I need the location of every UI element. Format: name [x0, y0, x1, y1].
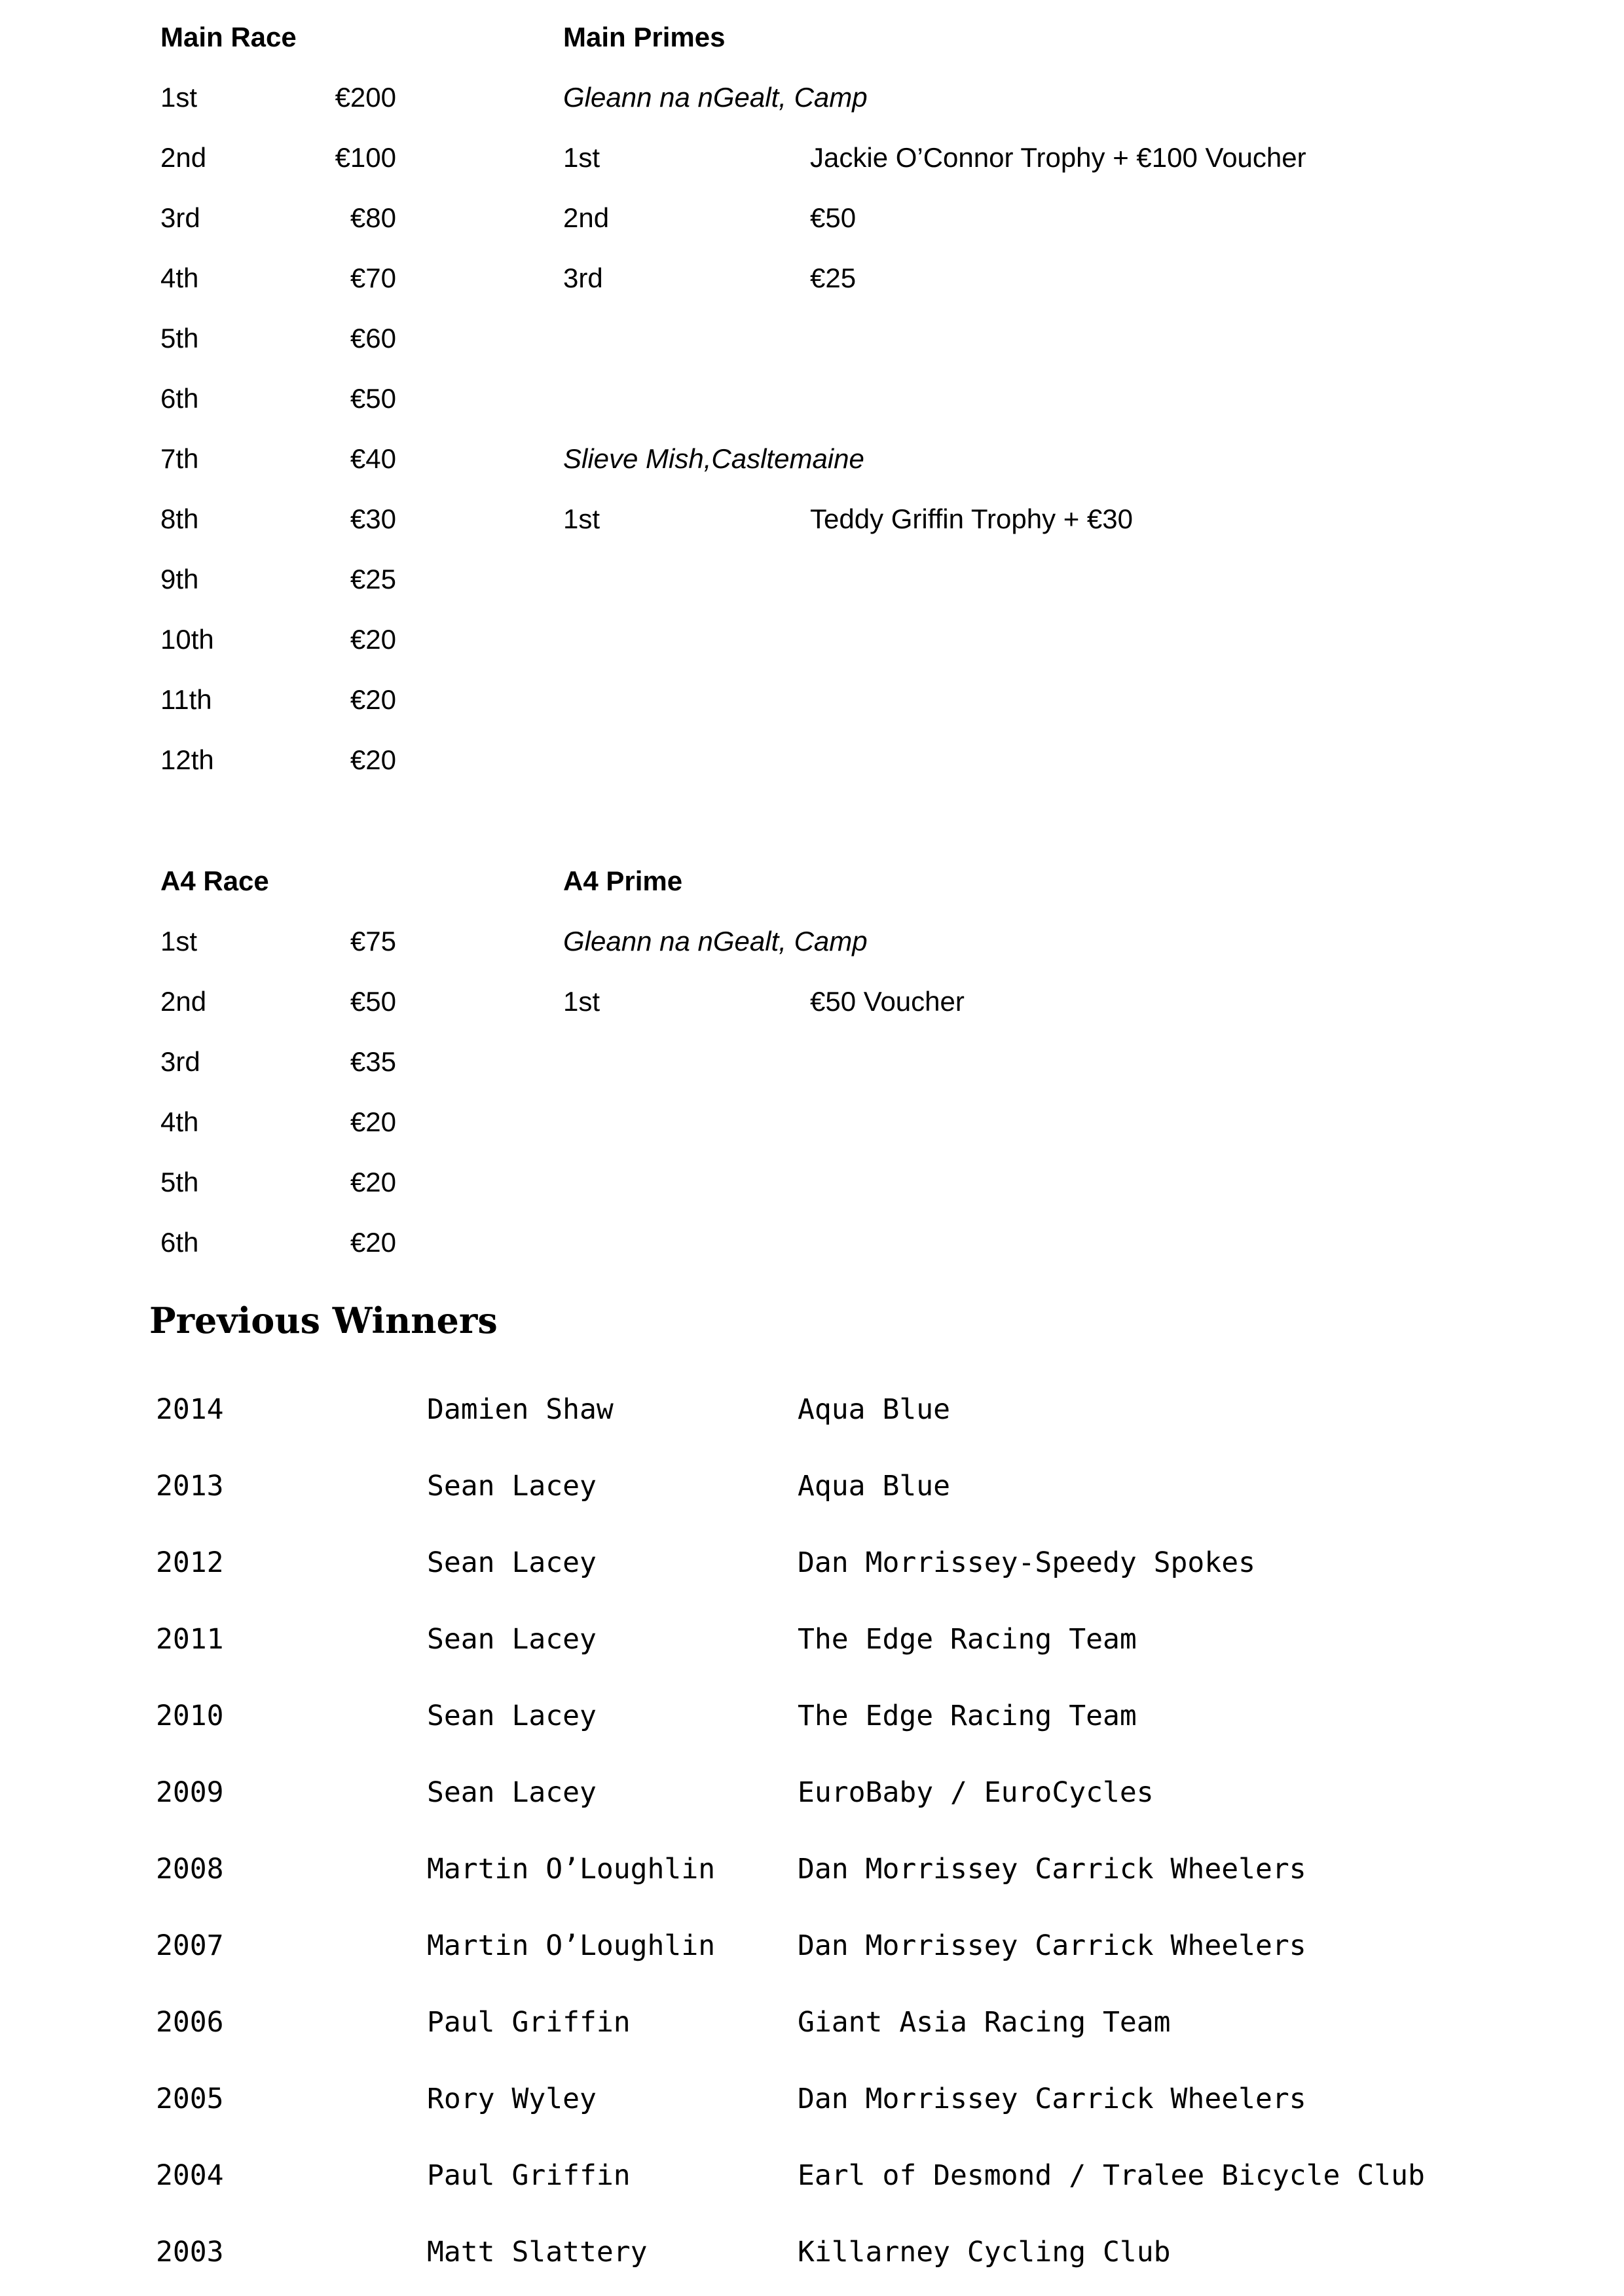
- prime-place: 2nd: [563, 202, 610, 233]
- main-race-amount: €50: [350, 383, 396, 414]
- a4-race-place: 5th: [160, 1167, 199, 1197]
- a4-race-amount: €75: [350, 926, 396, 957]
- main-race-amount: €40: [350, 443, 396, 474]
- a4-race-heading: A4 Race: [160, 866, 269, 896]
- a4-race-place: 2nd: [160, 986, 207, 1017]
- a4-race-place: 4th: [160, 1106, 199, 1137]
- main-race-place: 4th: [160, 263, 199, 293]
- a4-race-place: 1st: [160, 926, 198, 957]
- a4-race-amount: €35: [350, 1046, 396, 1077]
- winner-year: 2014: [156, 1393, 224, 1426]
- winner-year: 2005: [156, 2083, 224, 2115]
- main-race-place: 5th: [160, 323, 199, 354]
- prime-prize: Jackie O’Connor Trophy + €100 Voucher: [810, 142, 1306, 173]
- prime-prize: €25: [810, 263, 857, 293]
- main-race-amount: €20: [350, 624, 396, 655]
- winner-name: Sean Lacey: [427, 1700, 597, 1732]
- winner-team: Earl of Desmond / Tralee Bicycle Club: [798, 2159, 1425, 2192]
- winner-name: Sean Lacey: [427, 1470, 597, 1503]
- winner-year: 2006: [156, 2006, 224, 2039]
- prime-location: Gleann na nGealt, Camp: [563, 926, 868, 957]
- winner-team: EuroBaby / EuroCycles: [798, 1776, 1154, 1809]
- main-race-place: 8th: [160, 503, 199, 534]
- winner-name: Martin O’Loughlin: [427, 1929, 716, 1962]
- prime-location: Gleann na nGealt, Camp: [563, 82, 868, 113]
- winner-team: Giant Asia Racing Team: [798, 2006, 1171, 2039]
- main-race-place: 2nd: [160, 142, 207, 173]
- prime-place: 1st: [563, 503, 600, 534]
- winner-team: Killarney Cycling Club: [798, 2236, 1171, 2269]
- main-race-place: 10th: [160, 624, 214, 655]
- winner-year: 2013: [156, 1470, 224, 1503]
- winner-name: Paul Griffin: [427, 2159, 631, 2192]
- a4-race-amount: €50: [350, 986, 396, 1017]
- main-race-place: 6th: [160, 383, 199, 414]
- winner-team: Dan Morrissey Carrick Wheelers: [798, 1929, 1306, 1962]
- main-race-place: 9th: [160, 564, 199, 594]
- prime-prize: €50 Voucher: [810, 986, 965, 1017]
- main-race-amount: €100: [335, 142, 396, 173]
- winner-team: Dan Morrissey-Speedy Spokes: [798, 1546, 1255, 1579]
- a4-race-amount: €20: [350, 1106, 396, 1137]
- winner-year: 2008: [156, 1853, 224, 1886]
- winner-team: The Edge Racing Team: [798, 1623, 1137, 1656]
- winner-name: Sean Lacey: [427, 1776, 597, 1809]
- main-race-amount: €20: [350, 744, 396, 775]
- main-race-heading: Main Race: [160, 22, 297, 52]
- winner-name: Sean Lacey: [427, 1546, 597, 1579]
- main-race-place: 11th: [160, 684, 212, 715]
- main-race-place: 3rd: [160, 202, 200, 233]
- winner-year: 2010: [156, 1700, 224, 1732]
- main-race-amount: €25: [350, 564, 396, 594]
- winner-name: Sean Lacey: [427, 1623, 597, 1656]
- main-race-amount: €200: [335, 82, 396, 113]
- main-race-amount: €60: [350, 323, 396, 354]
- winner-name: Paul Griffin: [427, 2006, 631, 2039]
- prime-place: 1st: [563, 986, 600, 1017]
- winner-year: 2009: [156, 1776, 224, 1809]
- main-race-amount: €20: [350, 684, 396, 715]
- main-race-place: 7th: [160, 443, 199, 474]
- a4-race-amount: €20: [350, 1227, 396, 1258]
- a4-race-place: 3rd: [160, 1046, 200, 1077]
- winner-year: 2012: [156, 1546, 224, 1579]
- a4-race-place: 6th: [160, 1227, 199, 1258]
- winner-team: Dan Morrissey Carrick Wheelers: [798, 2083, 1306, 2115]
- main-race-amount: €70: [350, 263, 396, 293]
- winner-year: 2003: [156, 2236, 224, 2269]
- prime-location: Slieve Mish,Casltemaine: [563, 443, 864, 474]
- main-race-place: 12th: [160, 744, 214, 775]
- winner-name: Martin O’Loughlin: [427, 1853, 716, 1886]
- winner-team: Dan Morrissey Carrick Wheelers: [798, 1853, 1306, 1886]
- winner-team: The Edge Racing Team: [798, 1700, 1137, 1732]
- main-race-amount: €80: [350, 202, 396, 233]
- winner-name: Damien Shaw: [427, 1393, 614, 1426]
- winner-year: 2011: [156, 1623, 224, 1656]
- winner-year: 2004: [156, 2159, 224, 2192]
- previous-winners-title: Previous Winners: [149, 1300, 498, 1341]
- winner-name: Matt Slattery: [427, 2236, 648, 2269]
- winner-team: Aqua Blue: [798, 1470, 950, 1503]
- main-race-place: 1st: [160, 82, 198, 113]
- winner-name: Rory Wyley: [427, 2083, 597, 2115]
- prime-prize: Teddy Griffin Trophy + €30: [810, 503, 1134, 534]
- prime-place: 3rd: [563, 263, 603, 293]
- prime-place: 1st: [563, 142, 600, 173]
- a4-race-amount: €20: [350, 1167, 396, 1197]
- winner-year: 2007: [156, 1929, 224, 1962]
- a4-prime-heading: A4 Prime: [563, 866, 683, 896]
- main-primes-heading: Main Primes: [563, 22, 726, 52]
- winner-team: Aqua Blue: [798, 1393, 950, 1426]
- main-race-amount: €30: [350, 503, 396, 534]
- prime-prize: €50: [810, 202, 857, 233]
